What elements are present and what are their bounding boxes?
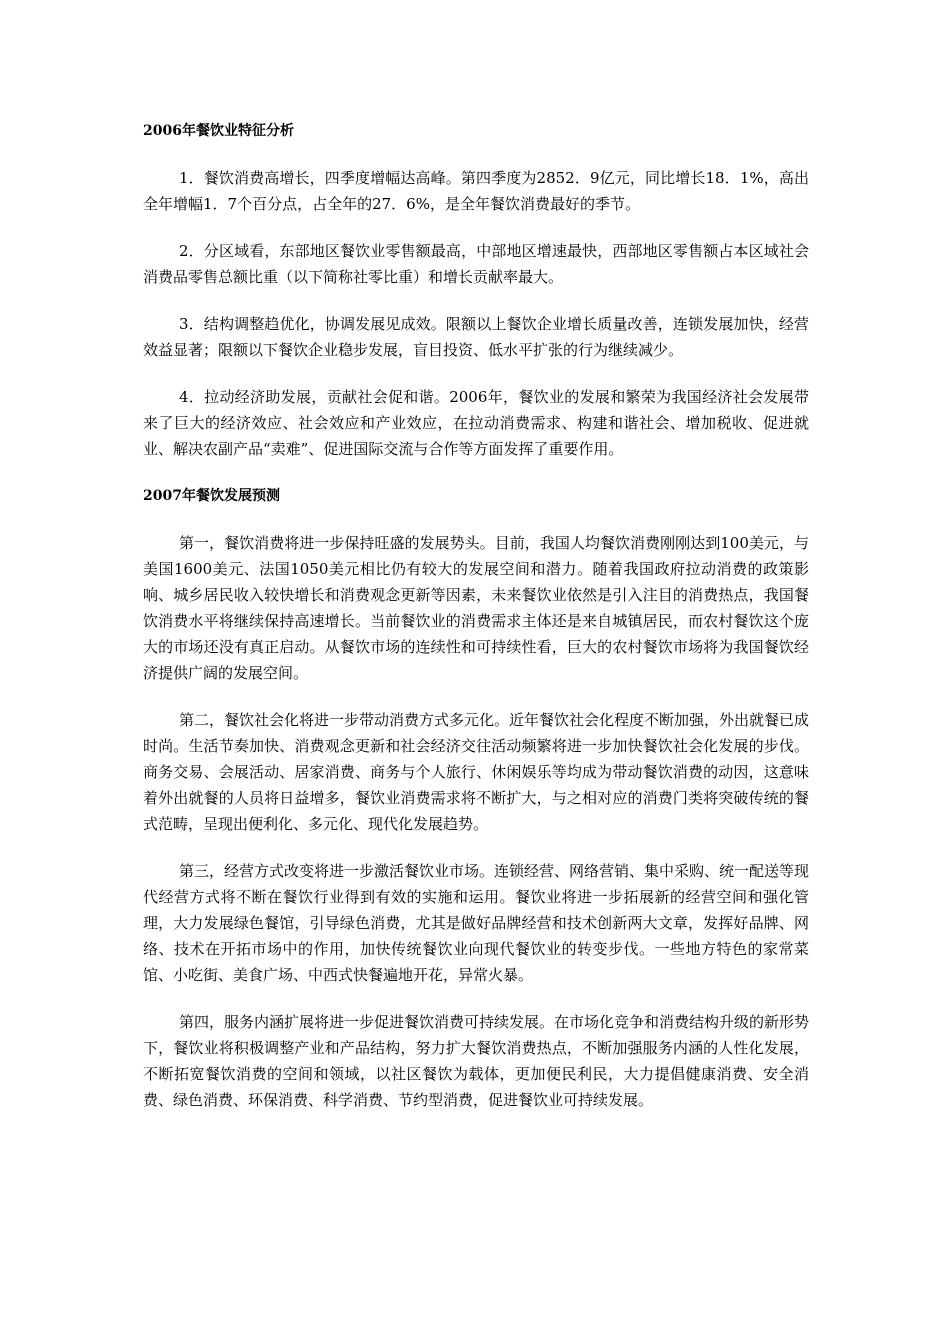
document-body — [143, 118, 809, 1113]
paragraph-2007-4: 第四，服务内涵扩展将进一步促进餐饮消费可持续发展。在市场化竞争和消费结构升级的新形势下，餐饮业将积极调整产业和产品结构，努力扩大餐饮消费热点，不断加强服务内涵的人性化发展，不断拓宽餐饮消费的空间和领域，以社区餐饮为载体，更加便民利民，大力提倡健康消费、安全消费、绿色消费、环保消费、科学消费、节约型消费，促进餐饮业可持续发展。 — [143, 1013, 810, 1109]
section-title-2007: 2007年餐饮发展预测 — [143, 488, 280, 504]
paragraph-2006-3: 3．结构调整趋优化，协调发展见成效。限额以上餐饮企业增长质量改善，连锁发展加快，经营效益显著；限额以下餐饮企业稳步发展，盲目投资、低水平扩张的行为继续减少。 — [143, 315, 809, 359]
section-title-2006: 2006年餐饮业特征分析 — [143, 123, 294, 139]
paragraph-2006-2: 2．分区域看，东部地区餐饮业零售额最高，中部地区增速最快，西部地区零售额占本区域社会消费品零售总额比重（以下简称社零比重）和增长贡献率最大。 — [143, 242, 809, 286]
paragraph-2007-1: 第一，餐饮消费将进一步保持旺盛的发展势头。目前，我国人均餐饮消费刚刚达到100美元，与美国1600美元、法国1050美元相比仍有较大的发展空间和潜力。随着我国政府拉动消费的政策影响、城乡居民收入较快增长和消费观念更新等因素，未来餐饮业依然是引入注目的消费热点，我国餐饮消费水平将继续保持高速增长。当前餐饮业的消费需求主体还是来自城镇居民，而农村餐饮这个庞大的市场还没有真正启动。从餐饮市场的连续性和可持续性看，巨大的农村餐饮市场将为我国餐饮经济提供广阔的发展空间。 — [143, 534, 809, 682]
paragraph-2006-4: 4．拉动经济助发展，贡献社会促和谐。2006年，餐饮业的发展和繁荣为我国经济社会发展带来了巨大的经济效应、社会效应和产业效应，在拉动消费需求、构建和谐社会、增加税收、促进就业、解决农副产品“卖难”、促进国际交流与合作等方面发挥了重要作用。 — [143, 388, 809, 458]
paragraph-2006-1: 1．餐饮消费高增长，四季度增幅达高峰。第四季度为2852．9亿元，同比增长18．1%，高出全年增幅1．7个百分点，占全年的27．6%，是全年餐饮消费最好的季节。 — [143, 169, 809, 213]
paragraph-2007-2: 第二，餐饮社会化将进一步带动消费方式多元化。近年餐饮社会化程度不断加强，外出就餐已成时尚。生活节奏加快、消费观念更新和社会经济交往活动频繁将进一步加快餐饮社会化发展的步伐。商务交易、会展活动、居家消费、商务与个人旅行、休闲娱乐等均成为带动餐饮消费的动因，这意味着外出就餐的人员将日益增多，餐饮业消费需求将不断扩大，与之相对应的消费门类将突破传统的餐式范畴，呈现出便利化、多元化、现代化发展趋势。 — [143, 711, 810, 833]
paragraph-2007-3: 第三，经营方式改变将进一步激活餐饮业市场。连锁经营、网络营销、集中采购、统一配送等现代经营方式将不断在餐饮行业得到有效的实施和运用。餐饮业将进一步拓展新的经营空间和强化管理，大力发展绿色餐馆，引导绿色消费，尤其是做好品牌经营和技术创新两大文章，发挥好品牌、网络、技术在开拓市场中的作用，加快传统餐饮业向现代餐饮业的转变步伐。一些地方特色的家常菜馆、小吃街、美食广场、中西式快餐遍地开花，异常火暴。 — [143, 862, 810, 984]
